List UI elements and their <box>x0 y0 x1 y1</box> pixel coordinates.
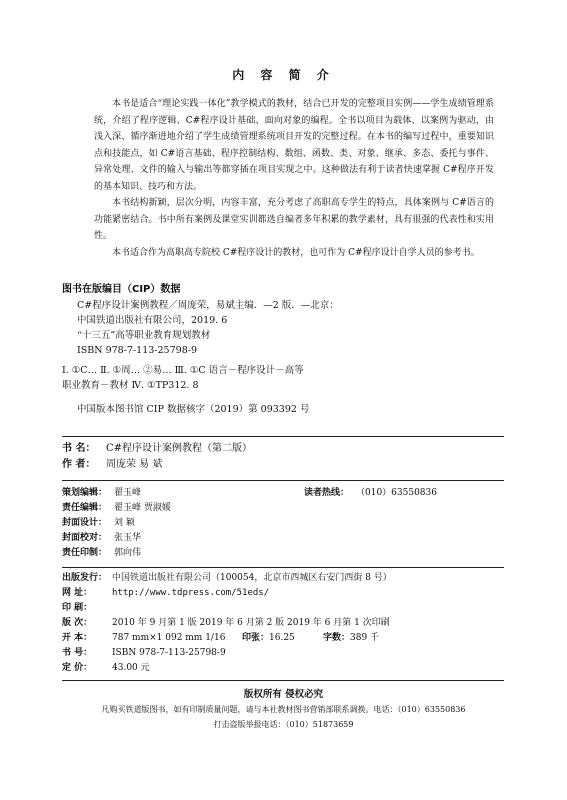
book-name-label: 书 名： <box>62 443 96 454</box>
book-author-label: 作 者： <box>62 459 96 470</box>
rights-notice: 版权所有 侵权必究 <box>243 689 324 700</box>
editor-value: 翟玉峰 贾淑媛 <box>114 503 171 513</box>
words-label: 字数： <box>323 633 351 643</box>
print-label: 责任印制： <box>62 548 108 558</box>
format-value: 787 mm×1 092 mm 1/16 <box>112 633 226 643</box>
price-label: 定 价： <box>62 663 93 673</box>
book-name-row <box>62 441 252 456</box>
staff-block <box>62 486 504 561</box>
pub-row-site <box>62 586 504 601</box>
words-value: 389 千 <box>350 633 380 643</box>
site-value: http://www.tdpress.com/51eds/ <box>112 588 270 598</box>
edition-value: 2010 年 9 月第 1 版 2019 年 6 月第 2 版 2019 年 6 月第 1 次印刷 <box>112 618 390 628</box>
divider <box>62 567 504 568</box>
footer <box>0 687 567 732</box>
printer-label: 印 刷： <box>62 603 93 613</box>
cip-class-line: 职业教育－教材 Ⅳ. ①TP312. 8 <box>62 380 199 391</box>
book-name-value: C#程序设计案例教程（第二版） <box>106 443 253 454</box>
cover-label: 封面设计： <box>62 518 108 528</box>
book-author-row <box>62 457 162 472</box>
intro-paragraph-1: 本书是适合“理论实践一体化”教学模式的教材，结合已开发的完整项目实例——学生成绩管理系统，介绍了程序逻辑、C#程序设计基础、面向对象的编程。全书以项目为载体、以案例为驱动，由浅入深、循序渐进地介绍了学生成绩管理系统项目开发的完整过程。在本书的编写过程中，重要知识点和技能点，如 C#语言基础、程序控制结构、数组、函数、类、对象、继承、多态、委托与事件、异常处理、文件的输入与输出等都穿插在项目实现之中。这种做法有利于读者快速掌握 C#程序开发的基本知识、技巧和方法。 <box>94 99 494 192</box>
cover-value: 刘 颖 <box>114 518 135 528</box>
cip-line: C#程序设计案例教程／周庞荣，易斌主编．—2 版．—北京： <box>77 300 339 311</box>
quality-notice: 凡购买铁道版图书，如有印制质量问题，请与本社教材图书营销部联系调换。电话：（010）63550836 <box>101 705 466 714</box>
cip-class-line: Ⅰ. ①C… Ⅱ. ①周… ②易… Ⅲ. ①C 语言－程序设计－高等 <box>62 365 304 376</box>
pub-row-isbn <box>62 646 504 661</box>
cip-line: “十三五”高等职业教育规划教材 <box>77 330 211 341</box>
format-label: 开 本： <box>62 633 93 643</box>
staff-row-cover <box>62 516 504 531</box>
intro-paragraph-2: 本书结构新颖，层次分明，内容丰富，充分考虑了高职高专学生的特点，具体案例与 C#语言的功能紧密结合。书中所有案例及课堂实训都选自编者多年积累的教学素材，具有很强的代表性和实用性。 <box>94 198 494 241</box>
pub-row-format <box>62 631 504 646</box>
price-value: 43.00 元 <box>112 663 150 673</box>
pub-row-printer <box>62 601 504 616</box>
editor-label: 责任编辑： <box>62 503 108 513</box>
staff-row-print <box>62 546 504 561</box>
piracy-hotline: 打击盗版举报电话：（010）51873659 <box>213 720 354 729</box>
proof-label: 封面校对： <box>62 533 108 543</box>
publishing-block <box>62 571 504 676</box>
site-label: 网 址： <box>62 588 93 598</box>
isbn-label: 书 号： <box>62 648 93 658</box>
cip-verify: 中国版本图书馆 CIP 数据核字（2019）第 093392 号 <box>77 404 310 415</box>
divider <box>62 436 504 437</box>
cip-block <box>77 298 339 358</box>
proof-value: 张玉华 <box>114 533 142 543</box>
hotline-label: 读者热线： <box>304 488 350 498</box>
intro-paragraph-3: 本书适合作为高职高专院校 C#程序设计的教材，也可作为 C#程序设计自学人员的参考书。 <box>112 247 480 258</box>
sheets-value: 16.25 <box>269 633 295 643</box>
pub-row-edition <box>62 616 504 631</box>
intro-title: 内 容 简 介 <box>232 68 335 82</box>
sheets-label: 印张： <box>242 633 270 643</box>
publisher-label: 出版发行： <box>62 573 108 583</box>
cip-classification <box>62 363 304 393</box>
pub-row-publisher <box>62 571 504 586</box>
print-value: 郭向伟 <box>114 548 142 558</box>
hotline-value: （010）63550836 <box>356 488 437 498</box>
staff-row-editor <box>62 501 504 516</box>
book-author-value: 周庞荣 易 斌 <box>106 459 163 470</box>
planning-value: 翟玉峰 <box>114 488 142 498</box>
staff-row-planning <box>62 486 504 501</box>
staff-row-proof <box>62 531 504 546</box>
divider <box>62 480 504 481</box>
edition-label: 版 次： <box>62 618 93 628</box>
planning-label: 策划编辑： <box>62 488 108 498</box>
cip-line: 中国铁道出版社有限公司，2019. 6 <box>77 315 228 326</box>
cip-line: ISBN 978-7-113-25798-9 <box>77 345 197 356</box>
cip-heading: 图书在版编目（CIP）数据 <box>62 284 181 295</box>
divider <box>62 680 504 681</box>
isbn-value: ISBN 978-7-113-25798-9 <box>112 648 226 658</box>
intro-body <box>94 96 494 261</box>
publisher-value: 中国铁道出版社有限公司（100054，北京市西城区右安门西街 8 号） <box>112 573 392 583</box>
pub-row-price <box>62 661 504 676</box>
